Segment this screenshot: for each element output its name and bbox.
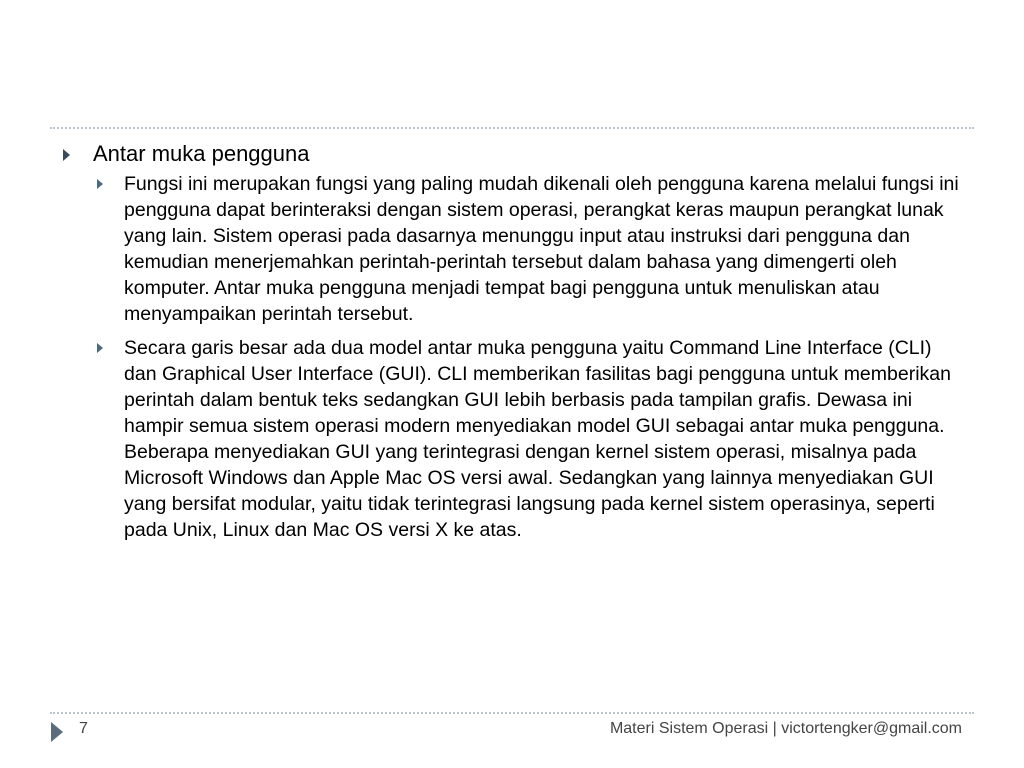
bottom-divider <box>50 712 974 714</box>
triangle-bullet-icon <box>63 149 70 161</box>
page-number: 7 <box>79 720 88 737</box>
bullet-level1 <box>60 140 970 168</box>
footer-text: Materi Sistem Operasi | victortengker@gmail.com <box>609 720 962 737</box>
triangle-bullet-icon <box>97 179 103 189</box>
sub-bullet-text: Secara garis besar ada dua model antar muka pengguna yaitu Command Line Interface (CLI) dan Graphical User Interface (GUI). CLI memberikan fasilitas bagi pengguna untuk memberikan perintah dalam bentuk teks sedangkan GUI lebih berbasis pada tampilan grafis. Dewasa ini hampir semua sistem operasi modern menyediakan model GUI sebagai antar muka pengguna. Beberapa menyediakan GUI yang terintegrasi dengan kernel sistem operasi, misalnya pada Microsoft Windows dan Apple Mac OS versi awal. Sedangkan yang lainnya menyediakan GUI yang bersifat modular, yaitu tidak terintegrasi langsung pada kernel sistem operasinya, seperti pada Unix, Linux dan Mac OS versi X ke atas. <box>124 337 951 541</box>
bullet-level2 <box>60 171 970 327</box>
heading-bullet-text: Antar muka pengguna <box>93 141 310 166</box>
sub-bullet-text: Fungsi ini merupakan fungsi yang paling mudah dikenali oleh pengguna karena melalui fungsi ini pengguna dapat berinteraksi dengan sistem operasi, perangkat keras maupun perangkat lunak yang lain. Sistem operasi pada dasarnya menunggu input atau instruksi dari pengguna dan kemudian menerjemahkan perintah-perintah tersebut dalam bahasa yang dimengerti oleh komputer. Antar muka pengguna menjadi tempat bagi pengguna untuk menuliskan atau menyampaikan perintah tersebut. <box>124 173 959 325</box>
triangle-arrow-icon <box>51 722 63 742</box>
bullet-level2 <box>60 335 970 543</box>
triangle-bullet-icon <box>97 343 103 353</box>
top-divider <box>50 127 974 129</box>
slide-content <box>60 140 970 543</box>
